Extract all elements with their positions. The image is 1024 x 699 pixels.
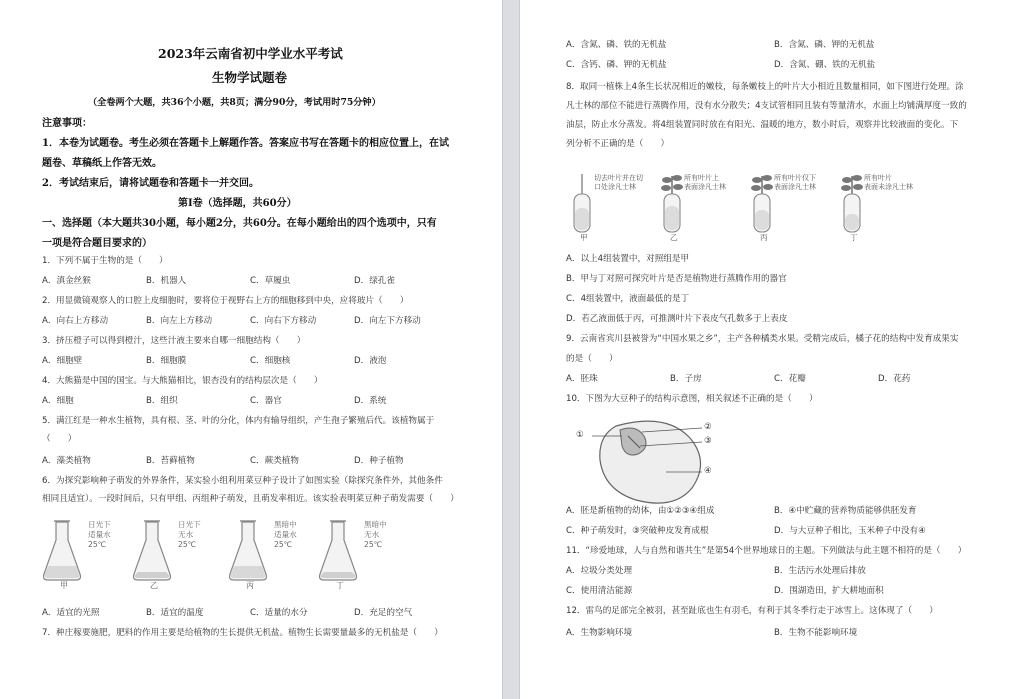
q1-option-c: C．草履虫 (250, 276, 291, 286)
page-right (520, 0, 1024, 699)
q7-option-c: C．含钙、磷、钾的无机盐 (566, 60, 667, 70)
question-6b: 相同且适宜）。一段时间后，只有甲组、丙组种子萌发，且萌发率相近。该实验表明菜豆种子萌发需要（ ） (42, 494, 459, 504)
flask-yi-conditions: 日光下 无水 25℃ (178, 520, 201, 549)
q11-option-c: C．使用清洁能源 (566, 586, 633, 596)
flask-ding (318, 518, 404, 590)
q7-option-a: A．含氮、磷、铁的无机盐 (566, 40, 667, 50)
notice-heading: 注意事项： (42, 118, 92, 129)
exam-title: 2023年云南省初中学业水平考试 (158, 46, 343, 61)
tube-jia-note: 切去叶片并在切 口处涂凡士林 (594, 174, 643, 191)
question-8b: 凡士林的部位不能进行蒸腾作用，没有水分散失；4支试管相同且装有等量清水，水面上均铺满厚度一致的 (566, 101, 967, 111)
q1-option-d: D．绿孔雀 (354, 276, 395, 286)
q2-option-c: C．向右下方移动 (250, 316, 317, 326)
flask-jia-conditions: 日光下 适量水 25℃ (88, 520, 111, 549)
flask-bing (228, 518, 314, 590)
flask-label-yi: 乙 (150, 581, 158, 590)
q1-option-a: A．滇金丝猴 (42, 276, 91, 286)
q11-option-a: A．垃圾分类处理 (566, 566, 633, 576)
q4-option-d: D．系统 (354, 396, 387, 406)
q12-option-a: A．生物影响环境 (566, 628, 633, 638)
tube-label-bing: 丙 (760, 233, 768, 242)
q7-option-d: D．含氮、硼、铁的无机盐 (774, 60, 876, 70)
tube-label-yi: 乙 (670, 233, 678, 242)
q9-option-b: B．子房 (670, 374, 702, 384)
flask-label-ding: 丁 (336, 581, 344, 590)
q3-option-b: B．细胞膜 (146, 356, 187, 366)
flask-yi (132, 518, 218, 590)
notice-1a: 1．本卷为试题卷。考生必须在答题卡上解题作答。答案应书写在答题卡的相应位置上，在试 (42, 138, 449, 149)
notice-2: 2．考试结束后，请将试题卷和答题卡一并交回。 (42, 178, 259, 189)
q10-option-b: B．④中贮藏的营养物质能够供胚发育 (774, 506, 917, 516)
flask-bing-conditions: 黑暗中 适量水 25℃ (274, 520, 297, 549)
q5-option-a: A．藻类植物 (42, 456, 91, 466)
soybean-seed-diagram (570, 416, 730, 508)
q8-option-a: A．以上4组装置中，对照组是甲 (566, 254, 690, 264)
q2-option-b: B．向左上方移动 (146, 316, 213, 326)
q9-option-d: D．花药 (878, 374, 911, 384)
flask-icon (228, 518, 314, 588)
q11-option-d: D．围湖造田，扩大耕地面积 (774, 586, 884, 596)
question-8a: 8．取同一植株上4条生长状况相近的嫩枝，每条嫩枝上的叶片大小相近且数量相同，如下图进行处理。涂 (566, 82, 964, 92)
q3-option-d: D．液泡 (354, 356, 387, 366)
flask-ding-conditions: 黑暗中 无水 25℃ (364, 520, 387, 549)
question-8c: 油层，防止水分蒸发。将4组装置同时放在有阳光、温暖的地方，数小时后，观察并比较液面的变化。下 (566, 120, 959, 130)
question-11: 11．“珍爱地球，人与自然和谐共生”是第54个世界地球日的主题。下列做法与此主题不相符的是（ ） (566, 546, 967, 556)
q5-option-b: B．苔藓植物 (146, 456, 195, 466)
q6-option-b: B．适宜的温度 (146, 608, 204, 618)
q8-option-b: B．甲与丁对照可探究叶片是否是植物进行蒸腾作用的器官 (566, 274, 787, 284)
question-3: 3．挤压橙子可以得到橙汁，这些汁液主要来自哪一细胞结构（ ） (42, 336, 306, 346)
tube-yi-note: 所有叶片上 表面涂凡士林 (684, 174, 726, 191)
notice-1b: 题卷、草稿纸上作答无效。 (42, 158, 162, 169)
q8-option-c: C．4组装置中，液面最低的是丁 (566, 294, 690, 304)
q8-option-d: D．若乙液面低于丙，可推测叶片下表皮气孔数多于上表皮 (566, 314, 788, 324)
q12-option-b: B．生物不能影响环境 (774, 628, 858, 638)
seed-label-3: ③ (704, 436, 712, 446)
flask-jia (42, 518, 128, 590)
q4-option-a: A．细胞 (42, 396, 74, 406)
seed-label-1: ① (576, 430, 584, 440)
part1-instructions-a: 一、选择题（本大题共30小题，每小题2分，共60分。在每小题给出的四个选项中，只有 (42, 218, 437, 229)
q7-option-b: B．含氮、磷、钾的无机盐 (774, 40, 875, 50)
page-left (0, 0, 502, 699)
flask-icon (42, 518, 128, 588)
flask-icon (132, 518, 218, 588)
question-1: 1．下列不属于生物的是（ ） (42, 256, 168, 266)
q1-option-b: B．机器人 (146, 276, 187, 286)
question-5b: （ ） (42, 434, 77, 444)
question-5a: 5．满江红是一种水生植物，具有根、茎、叶的分化，体内有输导组织，产生孢子繁殖后代。该植物属于 (42, 416, 435, 426)
tube-bing-note: 所有叶片仅下 表面涂凡士林 (774, 174, 816, 191)
question-7: 7．种庄稼要施肥，肥料的作用主要是给植物的生长提供无机盐。植物生长需要量最多的无机盐是（ ） (42, 628, 443, 638)
seed-label-2: ② (704, 422, 712, 432)
flask-label-bing: 丙 (246, 581, 254, 590)
q10-option-a: A．胚是新植物的幼体，由①②③④组成 (566, 506, 715, 516)
question-6a: 6．为探究影响种子萌发的外界条件，某实验小组利用菜豆种子设计了如图实验（除探究条件外，其他条件 (42, 476, 443, 486)
question-2: 2．用显微镜观察人的口腔上皮细胞时，要将位于视野右上方的细胞移到中央，应将玻片（ ） (42, 296, 409, 306)
q6-option-a: A．适宜的光照 (42, 608, 100, 618)
section-heading: 第Ⅰ卷（选择题，共60分） (178, 198, 297, 209)
question-9b: 的是（ ） (566, 354, 618, 364)
tube-ding (836, 170, 926, 236)
question-12: 12．雷鸟的足部完全被羽，甚至趾底也生有羽毛，有利于其冬季行走于冰雪上。这体现了（ ） (566, 606, 938, 616)
exam-subtitle: 生物学试题卷 (212, 70, 288, 85)
page-gap (502, 0, 520, 699)
q2-option-d: D．向左下方移动 (354, 316, 421, 326)
q9-option-a: A．胚珠 (566, 374, 598, 384)
q10-option-c: C．种子萌发时，③突破种皮发育成根 (566, 526, 709, 536)
q5-option-d: D．种子植物 (354, 456, 404, 466)
question-10: 10．下图为大豆种子的结构示意图，相关叙述不正确的是（ ） (566, 394, 818, 404)
tube-label-jia: 甲 (580, 233, 588, 242)
question-8d: 列分析不正确的是（ ） (566, 139, 670, 149)
q11-option-b: B．生活污水处理后排放 (774, 566, 866, 576)
q6-option-d: D．充足的空气 (354, 608, 413, 618)
tube-ding-note: 所有叶片 表面未涂凡士林 (864, 174, 913, 191)
tube-jia (566, 170, 656, 236)
q2-option-a: A．向右上方移动 (42, 316, 109, 326)
q3-option-c: C．细胞核 (250, 356, 291, 366)
tube-yi (656, 170, 746, 236)
q4-option-b: B．组织 (146, 396, 178, 406)
q9-option-c: C．花瓣 (774, 374, 806, 384)
part1-instructions-b: 一项是符合题目要求的） (42, 238, 152, 249)
q4-option-c: C．器官 (250, 396, 282, 406)
q10-option-d: D．与大豆种子相比，玉米种子中没有④ (774, 526, 926, 536)
question-9a: 9．云南省宾川县被誉为“中国水果之乡”，主产各种橘类水果。受精完成后，橘子花的结构中发育成果实 (566, 334, 959, 344)
q3-option-a: A．细胞壁 (42, 356, 83, 366)
tube-label-ding: 丁 (850, 233, 858, 242)
seed-label-4: ④ (704, 466, 712, 476)
q6-option-c: C．适量的水分 (250, 608, 308, 618)
exam-meta: （全卷两个大题，共36个小题，共8页；满分90分，考试用时75分钟） (88, 97, 381, 108)
tube-bing (746, 170, 836, 236)
flask-label-jia: 甲 (60, 581, 68, 590)
flask-icon (318, 518, 404, 588)
q5-option-c: C．蕨类植物 (250, 456, 299, 466)
question-4: 4．大熊猫是中国的国宝。与大熊猫相比，银杏没有的结构层次是（ ） (42, 376, 323, 386)
